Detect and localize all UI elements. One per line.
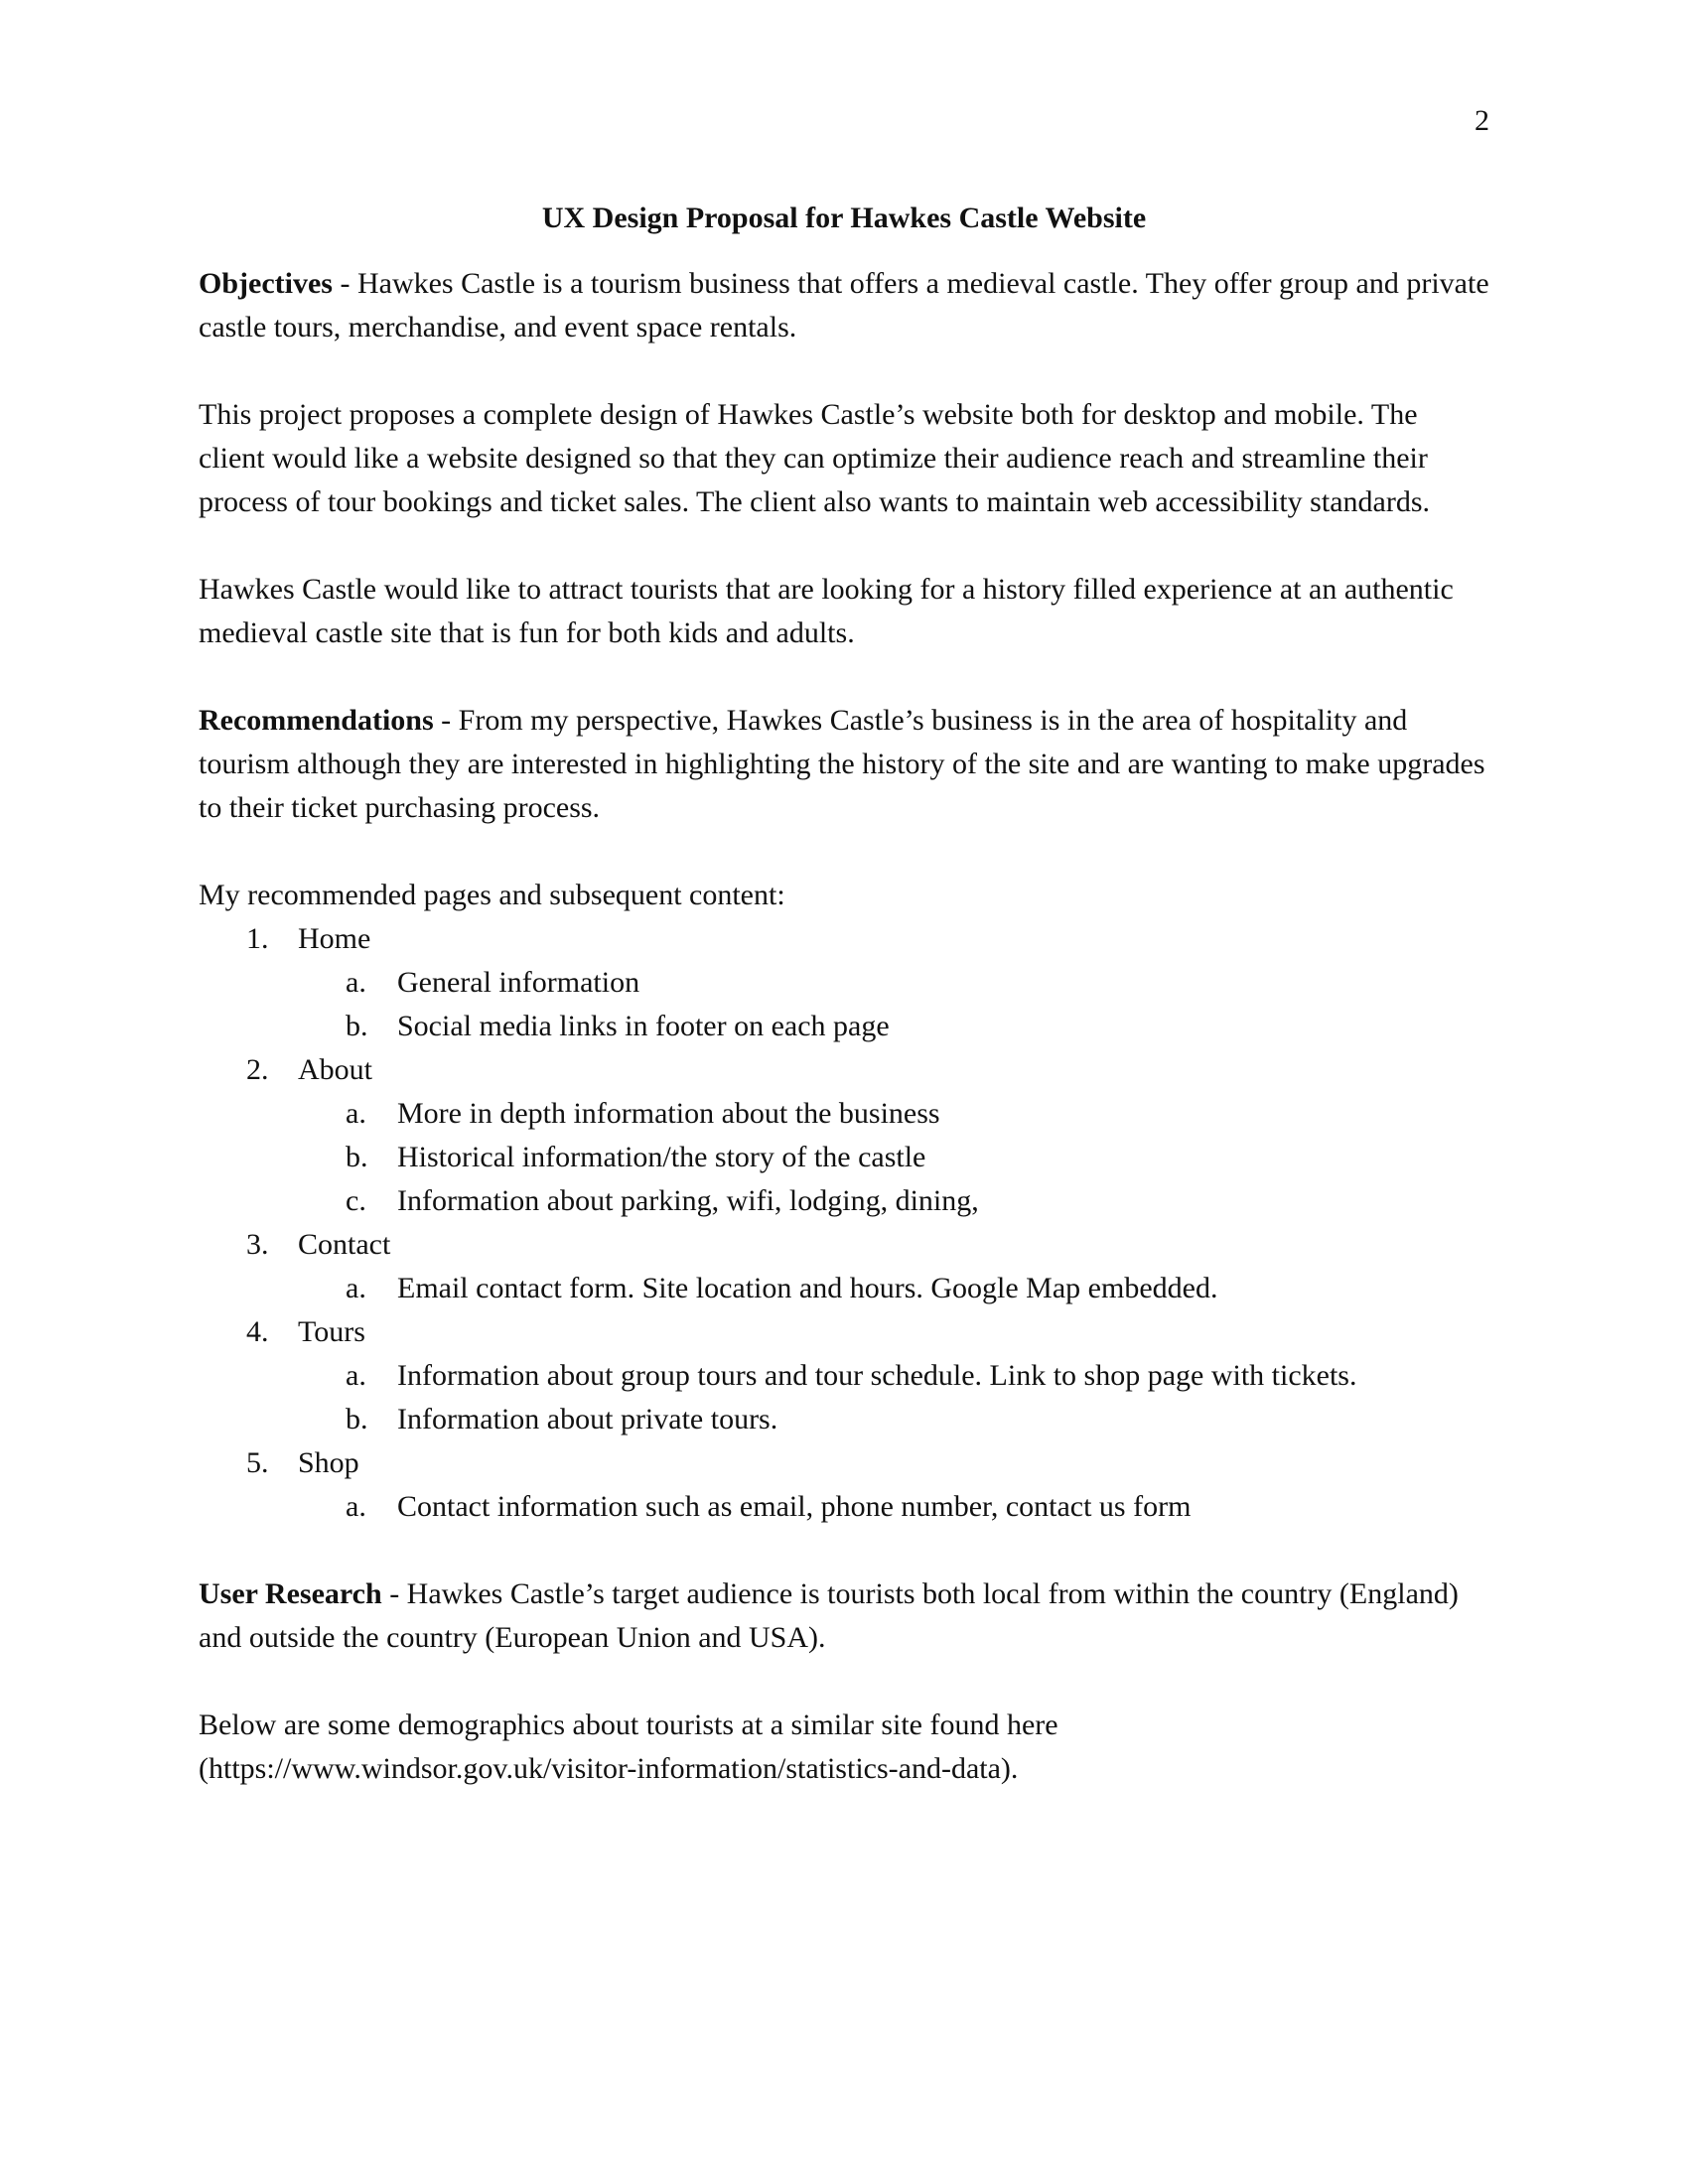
list-number: 1. [246, 922, 269, 955]
list-letter: b. [346, 1141, 368, 1173]
recommended-pages-list [199, 917, 1489, 1529]
user-research-heading: User Research [199, 1577, 382, 1610]
sub-item-text: Historical information/the story of the castle [397, 1141, 926, 1173]
sub-item-text: More in depth information about the business [397, 1097, 940, 1130]
user-research-paragraph [199, 1572, 1489, 1660]
sub-item-text: General information [397, 966, 640, 999]
sub-list-item [199, 1354, 1489, 1398]
page-label: Contact [298, 1228, 391, 1261]
list-letter: a. [346, 1097, 366, 1130]
recommendations-text: - From my perspective, Hawkes Castle’s business is in the area of hospitality and tourism although they are interested in highlighting the history of the site and are wanting to make upgrades to their ticket purchasing process. [199, 704, 1485, 824]
page-label: Tours [298, 1315, 365, 1348]
list-letter: a. [346, 966, 366, 999]
page-label: About [298, 1053, 372, 1086]
list-letter: b. [346, 1403, 368, 1435]
list-number: 5. [246, 1446, 269, 1479]
page-item-tours [199, 1310, 1489, 1354]
objectives-heading: Objectives [199, 267, 333, 300]
page-item-home [199, 917, 1489, 961]
sub-list-item [199, 1398, 1489, 1441]
sub-list-item [199, 1092, 1489, 1136]
project-paragraph: This project proposes a complete design of Hawkes Castle’s website both for desktop and mobile. The client would like a website designed so that they can optimize their audience reach and streamline their process of tour bookings and ticket sales. The client also wants to maintain web accessibility standards. [199, 398, 1430, 518]
page-item-contact [199, 1223, 1489, 1267]
list-letter: b. [346, 1010, 368, 1042]
page-label: Home [298, 922, 371, 955]
demographics-paragraph: Below are some demographics about tourists at a similar site found here (https://www.windsor.gov.uk/visitor-information/statistics-and-data). [199, 1708, 1058, 1785]
list-letter: a. [346, 1359, 366, 1392]
document-body [199, 197, 1489, 1791]
list-letter: a. [346, 1490, 366, 1523]
sub-list-item [199, 1179, 1489, 1223]
sub-list-item [199, 1005, 1489, 1048]
attract-paragraph: Hawkes Castle would like to attract tourists that are looking for a history filled experience at an authentic medieval castle site that is fun for both kids and adults. [199, 573, 1454, 649]
sub-item-text: Email contact form. Site location and hours. Google Map embedded. [397, 1272, 1218, 1304]
objectives-text: - Hawkes Castle is a tourism business that offers a medieval castle. They offer group and private castle tours, merchandise, and event space rentals. [199, 267, 1489, 343]
sub-list-item [199, 961, 1489, 1005]
page-item-about [199, 1048, 1489, 1092]
sub-list-item [199, 1267, 1489, 1310]
sub-item-text: Social media links in footer on each page [397, 1010, 890, 1042]
list-number: 2. [246, 1053, 269, 1086]
sub-item-text: Information about group tours and tour schedule. Link to shop page with tickets. [397, 1359, 1357, 1392]
sub-item-text: Information about private tours. [397, 1403, 778, 1435]
page-number: 2 [1475, 104, 1489, 137]
list-letter: a. [346, 1272, 366, 1304]
pages-list-intro: My recommended pages and subsequent content: [199, 879, 785, 911]
list-number: 3. [246, 1228, 269, 1261]
sub-item-text: Contact information such as email, phone number, contact us form [397, 1490, 1192, 1523]
list-letter: c. [346, 1184, 366, 1217]
list-number: 4. [246, 1315, 269, 1348]
objectives-paragraph [199, 262, 1489, 349]
user-research-text: - Hawkes Castle’s target audience is tourists both local from within the country (England) and outside the country (European Union and USA). [199, 1577, 1459, 1654]
document-title: UX Design Proposal for Hawkes Castle Website [541, 202, 1147, 234]
recommendations-heading: Recommendations [199, 704, 434, 737]
recommendations-paragraph [199, 699, 1489, 830]
sub-item-text: Information about parking, wifi, lodging, dining, [397, 1184, 979, 1217]
sub-list-item [199, 1485, 1489, 1529]
page-item-shop [199, 1441, 1489, 1485]
sub-list-item [199, 1136, 1489, 1179]
page-label: Shop [298, 1446, 359, 1479]
